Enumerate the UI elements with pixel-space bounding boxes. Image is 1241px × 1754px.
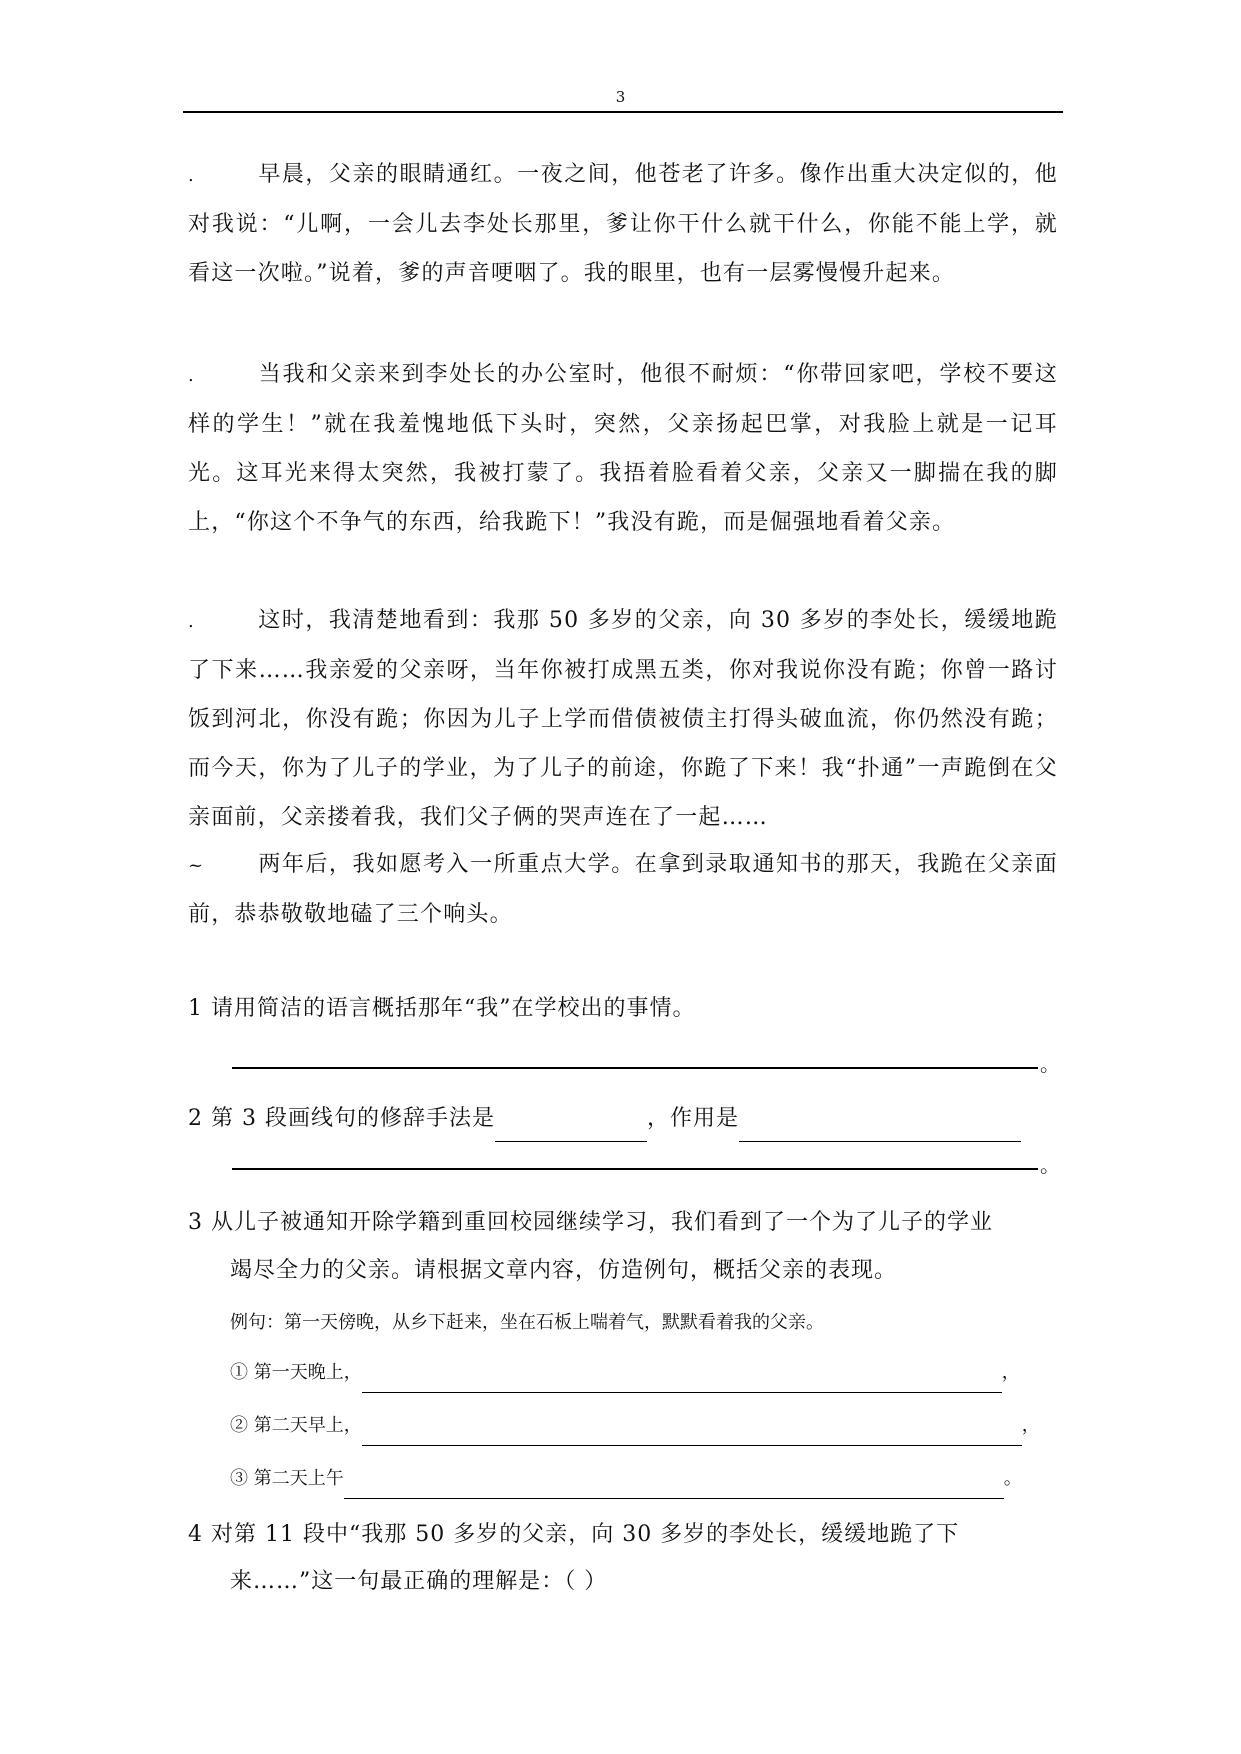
answer-line-q2[interactable] bbox=[232, 1168, 1038, 1170]
question-4-line-2: 来……”这一句最正确的理解是：（ ） bbox=[230, 1569, 608, 1594]
question-3-line-1: 3 从儿子被通知开除学籍到重回校园继续学习，我们看到了一个为了儿子的学业 bbox=[188, 1210, 993, 1235]
q3-item-1-label: ① 第一天晚上， bbox=[230, 1362, 362, 1383]
q3-item-3 bbox=[230, 1459, 1070, 1499]
q3-item-1-blank[interactable] bbox=[362, 1368, 1002, 1393]
paragraph-text: 早晨，父亲的眼睛通红。一夜之间，他苍老了许多。像作出重大决定似的，他对我说：“儿啊，一会儿去李处长那里，爹让你干什么就干什么，你能不能上学，就看这一次啦。”说着，爹的声音哽咽了。我的眼里，也有一层雾慢慢升起来。 bbox=[188, 162, 1058, 286]
paragraph-2 bbox=[188, 350, 1058, 547]
paragraph-4 bbox=[188, 840, 1058, 939]
question-1: 1 请用简洁的语言概括那年“我”在学校出的事情。 bbox=[188, 996, 696, 1021]
paragraph-marker: ~ bbox=[188, 855, 205, 876]
paragraph-text: 当我和父亲来到李处长的办公室时，他很不耐烦：“你带回家吧，学校不要这样的学生！”就在我羞愧地低下头时，突然，父亲扬起巴掌，对我脸上就是一记耳光。这耳光来得太突然，我被打蒙了。我捂着脸看着父亲，父亲又一脚揣在我的脚上，“你这个不争气的东西，给我跪下！”我没有跪，而是倔强地看着父亲。 bbox=[188, 362, 1058, 535]
header-rule bbox=[183, 111, 1063, 113]
paragraph-3 bbox=[188, 596, 1058, 842]
q3-item-3-blank[interactable] bbox=[344, 1474, 1004, 1499]
q3-item-1-end: ， bbox=[1001, 1362, 1020, 1383]
paragraph-marker: . bbox=[188, 365, 195, 386]
question-3-line-2: 竭尽全力的父亲。请根据文章内容，仿造例句，概括父亲的表现。 bbox=[230, 1258, 898, 1283]
q3-example: 例句：第一天傍晚，从乡下赶来，坐在石板上喘着气，默默看着我的父亲。 bbox=[230, 1312, 824, 1333]
q2-blank-effect[interactable] bbox=[739, 1113, 1021, 1142]
q3-item-3-end: 。 bbox=[1003, 1468, 1022, 1489]
question-2 bbox=[188, 1096, 1068, 1142]
paragraph-marker: . bbox=[188, 165, 195, 186]
q2-blank-rhetoric[interactable] bbox=[495, 1113, 647, 1142]
paragraph-text: 两年后，我如愿考入一所重点大学。在拿到录取通知书的那天，我跪在父亲面前，恭恭敬敬地磕了三个响头。 bbox=[188, 852, 1058, 927]
q3-item-3-label: ③ 第二天上午 bbox=[230, 1468, 344, 1489]
q2-text-a: 2 第 3 段画线句的修辞手法是 bbox=[188, 1106, 495, 1131]
q3-item-2-label: ② 第二天早上， bbox=[230, 1415, 362, 1436]
paragraph-1 bbox=[188, 150, 1058, 298]
q2-text-b: ，作用是 bbox=[646, 1106, 739, 1131]
page-number: 3 bbox=[615, 88, 626, 106]
q3-item-2 bbox=[230, 1406, 1070, 1446]
q3-item-1 bbox=[230, 1353, 1070, 1393]
q3-item-2-end: ， bbox=[1021, 1415, 1040, 1436]
q1-end-mark: 。 bbox=[1040, 1052, 1060, 1076]
paragraph-marker: . bbox=[188, 611, 195, 632]
q3-item-2-blank[interactable] bbox=[362, 1421, 1022, 1446]
q2-end-mark: 。 bbox=[1040, 1153, 1060, 1177]
paragraph-text: 这时，我清楚地看到：我那 50 多岁的父亲，向 30 多岁的李处长，缓缓地跪了下来……我亲爱的父亲呀，当年你被打成黑五类，你对我说你没有跪；你曾一路讨饭到河北，你没有跪；你因为儿子上学而借债被债主打得头破血流，你仍然没有跪；而今天，你为了儿子的学业，为了儿子的前途，你跪了下来！我“扑通”一声跪倒在父亲面前，父亲搂着我，我们父子俩的哭声连在了一起…… bbox=[188, 608, 1058, 830]
question-4-line-1: 4 对第 11 段中“我那 50 多岁的父亲，向 30 多岁的李处长，缓缓地跪了下 bbox=[188, 1522, 960, 1547]
answer-line-q1[interactable] bbox=[232, 1067, 1038, 1069]
